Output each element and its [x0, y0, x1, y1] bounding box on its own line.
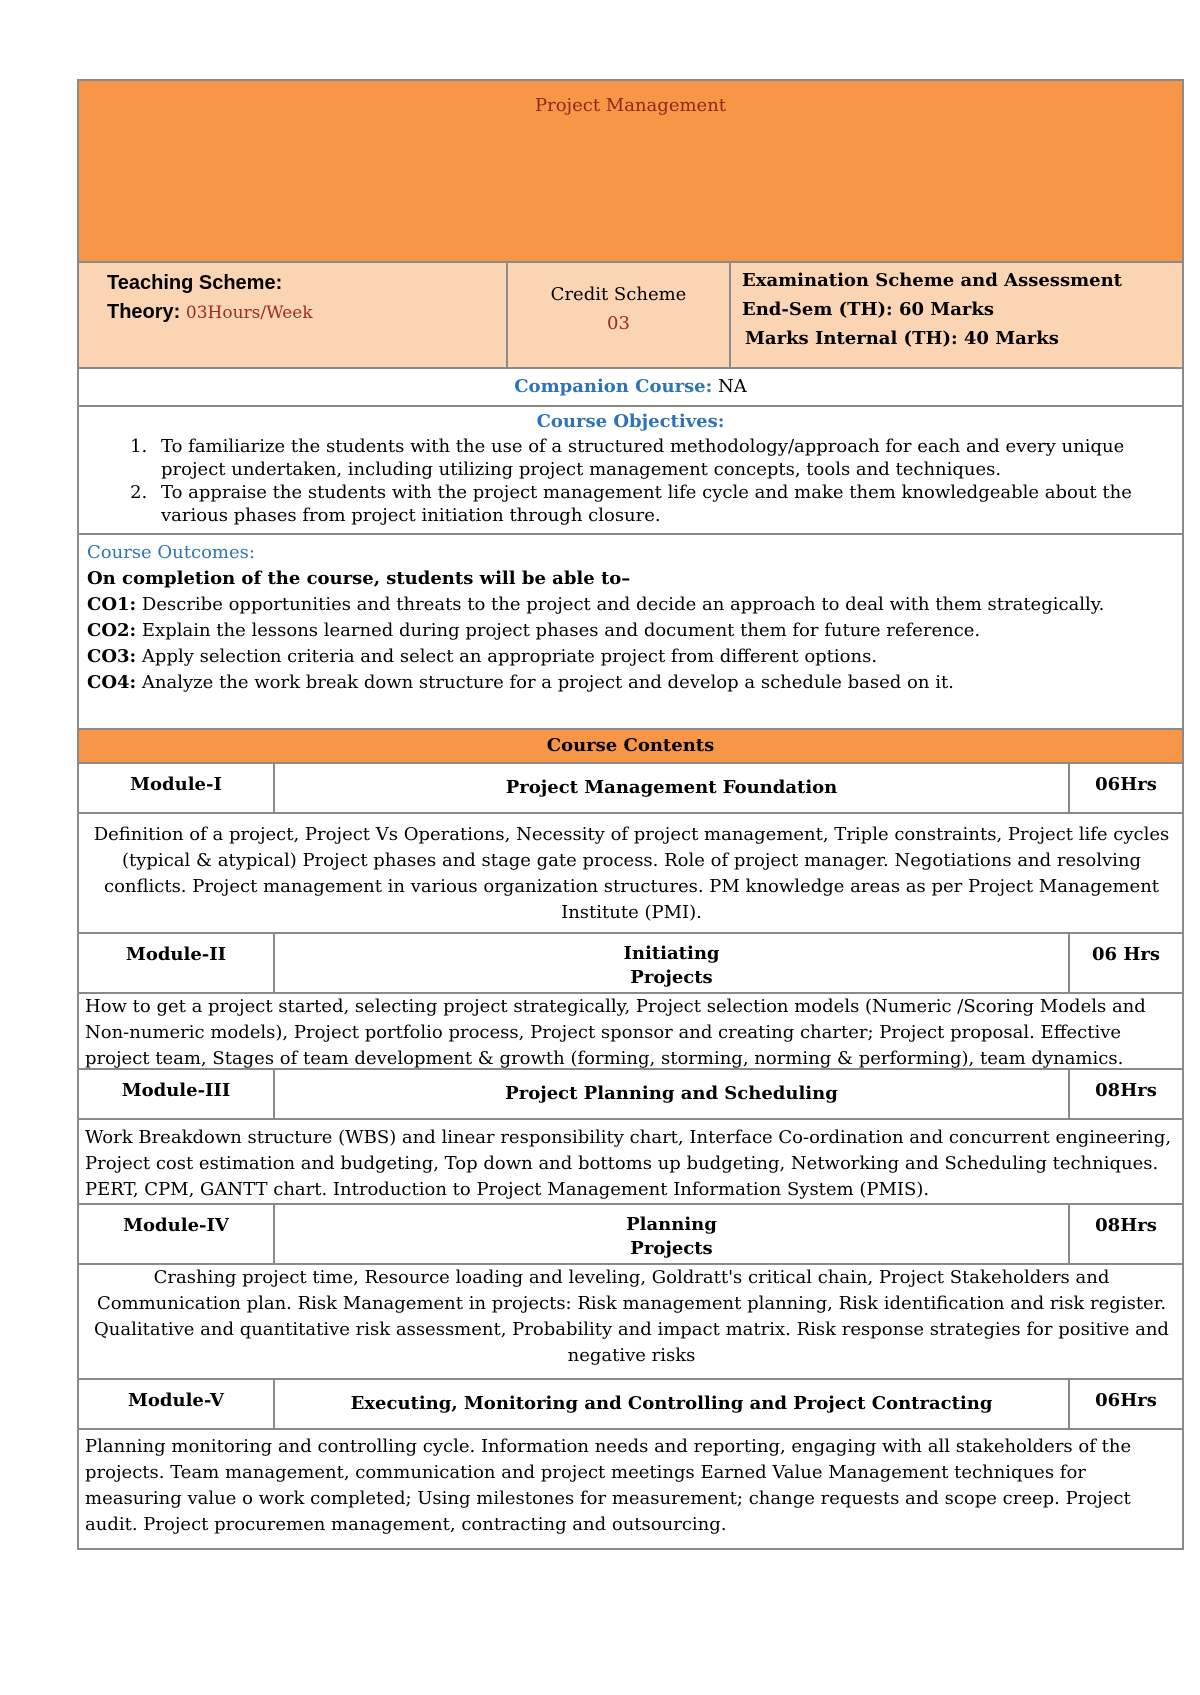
module-hours: 06Hrs [1095, 1390, 1157, 1411]
outcomes-intro: On completion of the course, students will be able to– [87, 568, 631, 589]
course-contents-label: Course Contents [546, 735, 715, 756]
module-number: Module-IV [79, 1205, 275, 1263]
outcome-item [87, 618, 1182, 644]
module-body: Crashing project time, Resource loading and leveling, Goldratt's critical chain, Project Stakeholders and Communication plan. Risk Management in projects: Risk management planning, Risk identification and risk register. Qualitative and quantitative risk assessment, Probability and impact matrix. Risk response strategies for positive and negative risks [79, 1265, 1182, 1380]
module-header [79, 1205, 1182, 1265]
module-body: Planning monitoring and controlling cycle. Information needs and reporting, engaging with all stakeholders of the projects. Team management, communication and project meetings Earned Value Management techniques for measuring value o work completed; Using milestones for measurement; change requests and scope creep. Project audit. Project procuremen management, contracting and outsourcing. [85, 1436, 1132, 1535]
outcome-text: Explain the lessons learned during project phases and document them for future reference. [141, 620, 981, 641]
outcome-text: Apply selection criteria and select an appropriate project from different options. [141, 646, 878, 667]
outcome-code: CO3: [87, 646, 137, 667]
objective-item: 2. To appraise the students with the project management life cycle and make them knowledgeable about the various phases from project initiation through closure. [153, 481, 1182, 527]
module-title: Project Management Foundation [275, 764, 1070, 812]
module-body: Work Breakdown structure (WBS) and linear responsibility chart, Interface Co-ordination and concurrent engineering, Project cost estimation and budgeting, Top down and bottoms up budgeting, Networking and Scheduling techniques. PERT, CPM, GANTT chart. Introduction to Project Management Information System (PMIS). [79, 1120, 1182, 1205]
module-hours: 06Hrs [1095, 774, 1157, 795]
module-title-line: Initiating [623, 943, 720, 964]
outcome-code: CO1: [87, 594, 137, 615]
module-hours: 06 Hrs [1092, 944, 1160, 965]
course-objectives-row [79, 407, 1182, 535]
module-title [275, 934, 1070, 992]
course-outcomes-label: Course Outcomes: [87, 542, 255, 563]
internal-marks: Marks Internal (TH): 40 Marks [745, 328, 1059, 349]
outcome-text: Analyze the work break down structure for a project and develop a schedule based on it. [141, 672, 954, 693]
theory-value: 03Hours/Week [185, 303, 313, 323]
teaching-scheme-cell [79, 263, 508, 367]
outcome-code: CO2: [87, 620, 137, 641]
module-title-line: Planning [626, 1214, 717, 1235]
module-header [79, 764, 1182, 814]
course-outcomes-row [79, 535, 1182, 730]
module-number: Module-II [79, 934, 275, 992]
outcome-item [87, 670, 1182, 696]
credit-scheme-value: 03 [607, 313, 630, 334]
module-hours: 08Hrs [1095, 1215, 1157, 1236]
outcome-code: CO4: [87, 672, 137, 693]
exam-scheme-label: Examination Scheme and Assessment [742, 270, 1122, 291]
credit-scheme-label: Credit Scheme [550, 284, 687, 305]
module-title: Executing, Monitoring and Controlling and Project Contracting [275, 1380, 1070, 1428]
module-number: Module-V [79, 1380, 275, 1428]
module-title: Project Planning and Scheduling [275, 1070, 1070, 1118]
module-title-line: Projects [630, 1238, 713, 1259]
course-title: Project Management [534, 95, 727, 116]
module-hours: 08Hrs [1095, 1080, 1157, 1101]
outcome-text: Describe opportunities and threats to the project and decide an approach to deal with them strategically. [141, 594, 1105, 615]
course-title-row [79, 81, 1182, 263]
scheme-row [79, 263, 1182, 369]
objective-item: 1. To familiarize the students with the use of a structured methodology/approach for each and every unique project undertaken, including utilizing project management concepts, tools and techniques. [153, 435, 1182, 481]
syllabus-table [77, 79, 1184, 1550]
module-title [275, 1205, 1070, 1263]
companion-course-label: Companion Course: [514, 376, 713, 397]
module-body: Definition of a project, Project Vs Operations, Necessity of project management, Triple constraints, Project life cycles (typical & atypical) Project phases and stage gate process. Role of project manager. Negotiations and resolving conflicts. Project management in various organization structures. PM knowledge areas as per Project Management Institute (PMI). [79, 814, 1182, 934]
module-header [79, 934, 1182, 994]
outcome-item [87, 644, 1182, 670]
exam-scheme-cell [731, 263, 1182, 367]
companion-course-row [79, 369, 1182, 407]
endsem-marks: End-Sem (TH): 60 Marks [742, 299, 994, 320]
objectives-list [79, 435, 1182, 527]
module-number: Module-III [79, 1070, 275, 1118]
course-objectives-label: Course Objectives: [536, 411, 725, 432]
module-header [79, 1380, 1182, 1430]
theory-label: Theory: [107, 301, 181, 323]
module-header [79, 1070, 1182, 1120]
credit-scheme-cell [508, 263, 731, 367]
module-body: How to get a project started, selecting project strategically, Project selection models (Numeric /Scoring Models and Non-numeric models), Project portfolio process, Project sponsor and creating charter; Project proposal. Effective project team, Stages of team development & growth (forming, storming, norming & performing), team dynamics. [79, 994, 1182, 1070]
teaching-scheme-label: Teaching Scheme: [107, 272, 283, 294]
module-title-line: Projects [630, 967, 713, 988]
course-contents-header [79, 730, 1182, 764]
module-number: Module-I [79, 764, 275, 812]
companion-course-value: NA [718, 376, 747, 397]
outcome-item [87, 592, 1182, 618]
